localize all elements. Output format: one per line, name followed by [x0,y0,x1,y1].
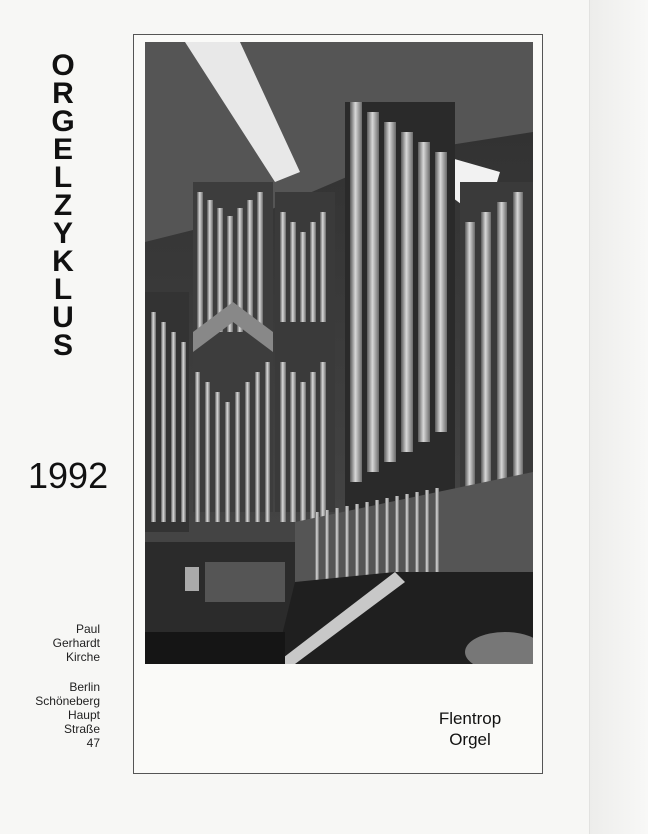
address-line: 47 [86,736,100,750]
address-line: Berlin [69,680,100,694]
vertical-title [40,49,86,362]
caption-line: Flentrop [438,709,502,728]
address-line: Straße [63,722,100,736]
title-letter: K [52,245,74,278]
church-line: Gerhardt [52,636,100,650]
church-line: Kirche [65,650,100,664]
title-letter: Y [52,217,73,250]
title-letter: Z [53,189,73,222]
title-letter: G [51,105,75,138]
address-line: Schöneberg [35,694,100,708]
title-letter: L [53,273,73,306]
title-letter: E [52,133,73,166]
title-letter: L [53,161,73,194]
year: 1992 [28,455,109,496]
title-letter: R [52,77,74,110]
organ-illustration [145,42,533,664]
photo-caption [420,708,520,750]
church-line: Paul [75,622,100,636]
title-letter: O [51,49,75,82]
organ-pipes-photo [145,42,533,664]
address-line: Haupt [67,708,100,722]
page-edge [589,0,648,834]
street-address [35,680,100,750]
title-letter: U [52,301,74,334]
title-letter: S [52,329,73,362]
caption-line: Orgel [449,730,491,749]
church-name [53,622,100,664]
